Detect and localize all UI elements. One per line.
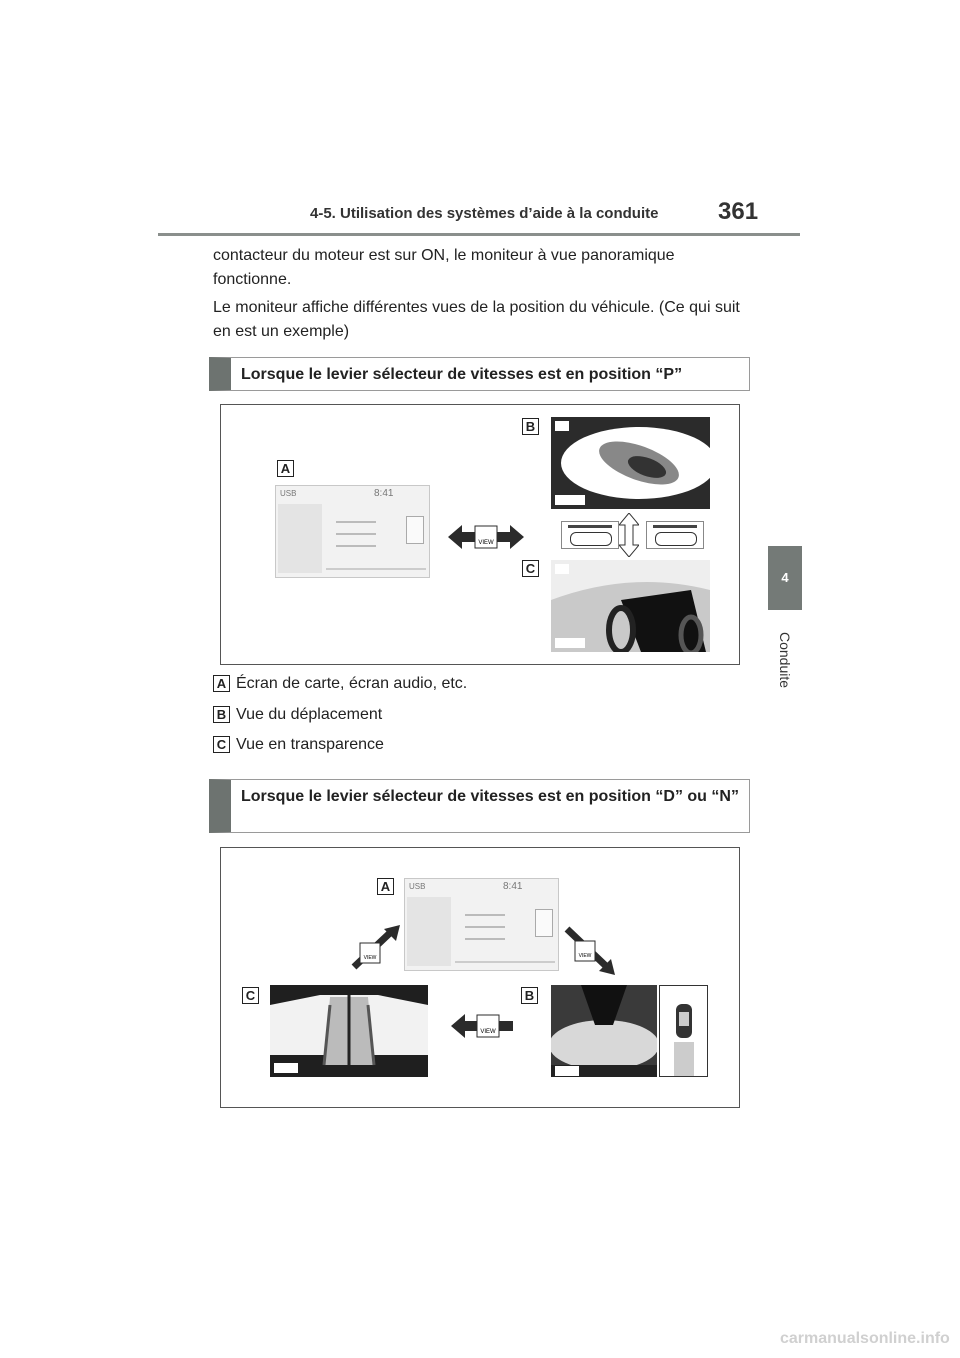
- front-transparent-view: [270, 985, 428, 1077]
- usb-text: USB: [280, 489, 297, 498]
- view-arrow-up-left: [346, 923, 406, 973]
- intro-paragraph-1: contacteur du moteur est sur ON, le moniteur à vue panoramique fonctionne.: [213, 247, 675, 288]
- figure-drive-views: [220, 847, 740, 1108]
- up-down-arrow: [619, 513, 639, 557]
- audio-screen: [275, 485, 430, 578]
- label-c-2: C: [242, 987, 259, 1004]
- svg-text:VIEW: VIEW: [363, 955, 377, 961]
- label-a-2: A: [377, 878, 394, 895]
- view-mode-button-1: [561, 521, 619, 549]
- transparent-view-screen: [551, 560, 710, 652]
- section-title: 4-5. Utilisation des systèmes d’aide à la conduite: [310, 205, 659, 222]
- watermark: carmanualsonline.info: [780, 1330, 950, 1347]
- legend-b-text: Vue du déplacement: [236, 706, 383, 723]
- section-heading-p: Lorsque le levier sélecteur de vitesses est en position “P”: [209, 357, 750, 391]
- audio-screen-2: [404, 878, 559, 971]
- legend-c-text: Vue en transparence: [236, 736, 384, 753]
- page-number: 361: [718, 198, 759, 225]
- intro-paragraph-2: Le moniteur affiche différentes vues de la position du véhicule. (Ce qui suit en est un exemple): [213, 299, 740, 340]
- legend-c-key: C: [213, 736, 230, 753]
- section-heading-dn: Lorsque le levier sélecteur de vitesses est en position “D” ou “N”: [209, 779, 750, 833]
- audio-menu-2: [407, 897, 451, 966]
- clock-text-2: 8:41: [503, 881, 523, 892]
- clock-text: 8:41: [374, 488, 394, 499]
- front-camera-view: [551, 985, 657, 1077]
- svg-text:VIEW: VIEW: [478, 540, 494, 546]
- legend-c: [213, 735, 384, 755]
- label-b-2: B: [521, 987, 538, 1004]
- svg-text:VIEW: VIEW: [480, 1029, 496, 1035]
- chapter-title: Conduite: [777, 631, 793, 689]
- legend-b: [213, 705, 382, 725]
- label-a: A: [277, 460, 294, 477]
- legend-a-key: A: [213, 675, 230, 692]
- moving-view-screen: [551, 417, 710, 509]
- view-arrow-left: [449, 1011, 515, 1041]
- chapter-tab: 4: [768, 546, 802, 610]
- view-mode-button-2: [646, 521, 704, 549]
- view-arrow-down-right: [561, 923, 621, 978]
- label-b: B: [522, 418, 539, 435]
- view-switch-arrow: [446, 522, 526, 552]
- top-down-car-view: [659, 985, 708, 1077]
- legend-b-key: B: [213, 706, 230, 723]
- label-c: C: [522, 560, 539, 577]
- usb-text-2: USB: [409, 882, 426, 891]
- header-rule: [158, 233, 800, 236]
- legend-a: [213, 674, 467, 694]
- svg-text:VIEW: VIEW: [578, 953, 592, 959]
- figure-park-views: [220, 404, 740, 665]
- legend-a-text: Écran de carte, écran audio, etc.: [236, 675, 468, 692]
- audio-menu: [278, 504, 322, 573]
